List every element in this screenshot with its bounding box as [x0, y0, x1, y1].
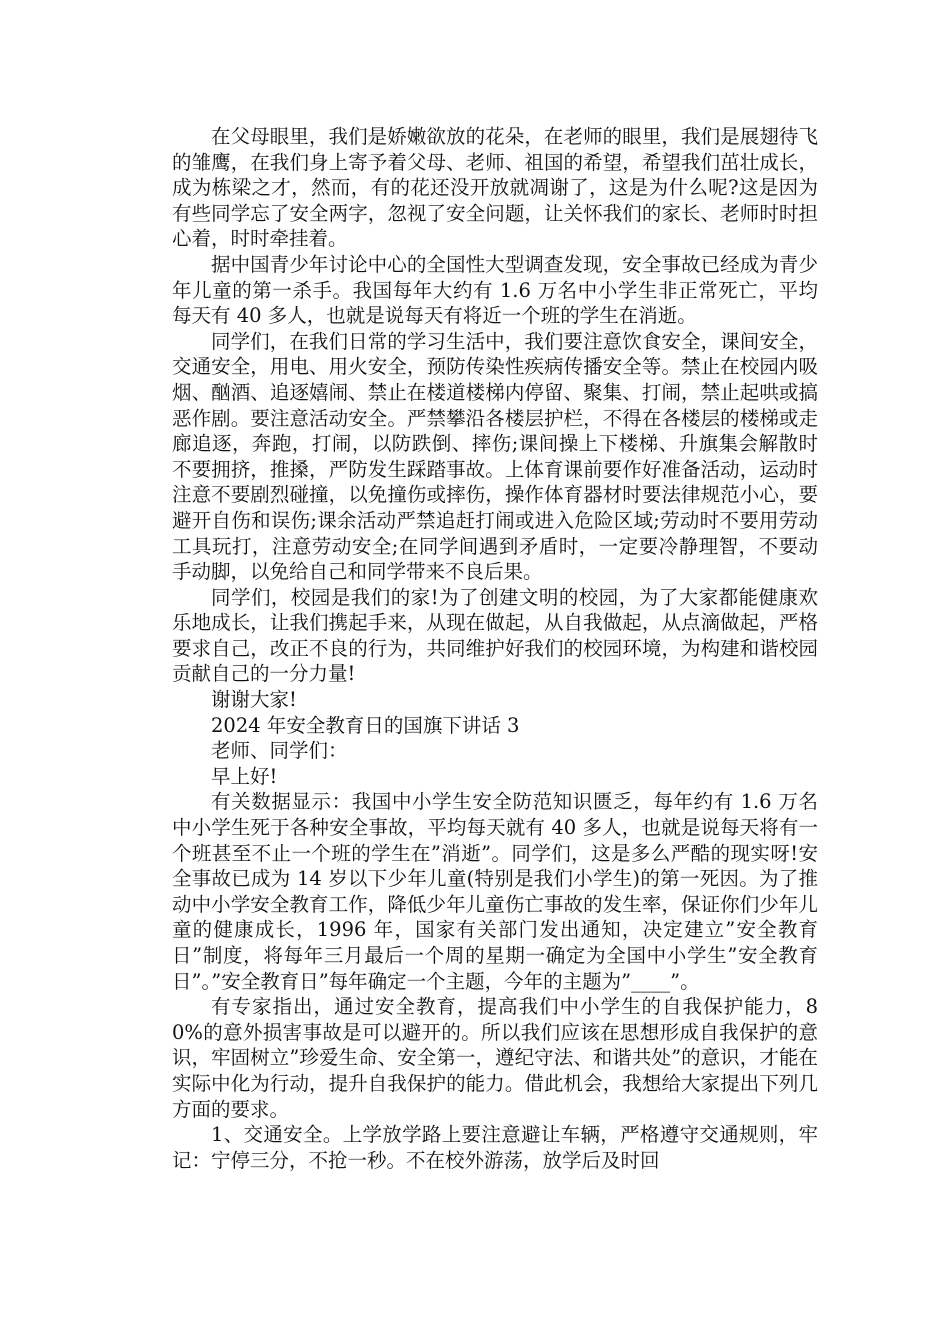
paragraph-parents-eyes: 在父母眼里，我们是娇嫩欲放的花朵，在老师的眼里，我们是展翅待飞的雏鹰，在我们身上寄予着父母、老师、祖国的希望，希望我们茁壮成长，成为栋梁之才，然而，有的花还没开放就凋谢了，这是为什么呢?这是因为有些同学忘了安全两字，忽视了安全问题，让关怀我们的家长、老师时时担心着，时时牵挂着。	[172, 125, 818, 251]
paragraph-traffic-safety: 1、交通安全。上学放学路上要注意避让车辆，严格遵守交通规则，牢记：宁停三分，不抢一秒。不在校外游荡，放学后及时回	[172, 1123, 818, 1172]
paragraph-expert-advice: 有专家指出，通过安全教育，提高我们中小学生的自我保护能力，80%的意外损害事故是可以避开的。所以我们应该在思想形成自我保护的意识，牢固树立”珍爱生命、安全第一，遵纪守法、和谐共处”的意识，才能在实际中化为行动，提升自我保护的能力。借此机会，我想给大家提出下列几方面的要求。	[172, 995, 818, 1121]
paragraph-thanks: 谢谢大家!	[211, 688, 297, 712]
speech-salutation: 老师、同学们：	[211, 739, 348, 763]
speech-greeting: 早上好!	[211, 764, 278, 788]
paragraph-daily-safety: 同学们，在我们日常的学习生活中，我们要注意饮食安全，课间安全，交通安全，用电、用火安全，预防传染性疾病传播安全等。禁止在校园内吸烟、酗酒、追逐嬉闹、禁止在楼道楼梯内停留、聚集、打闹，禁止起哄或搞恶作剧。要注意活动安全。严禁攀沿各楼层护栏，不得在各楼层的楼梯或走廊追逐，奔跑，打闹，以防跌倒、摔伤;课间操上下楼梯、升旗集会解散时不要拥挤，推搡，严防发生踩踏事故。上体育课前要作好准备活动，运动时注意不要剧烈碰撞，以免撞伤或摔伤，操作体育器材时要法律规范小心，要避开自伤和误伤;课余活动严禁追赶打闹或进入危险区域;劳动时不要用劳动工具玩打，注意劳动安全;在同学间遇到矛盾时，一定要冷静理智，不要动手动脚，以免给自己和同学带来不良后果。	[172, 329, 818, 584]
paragraph-survey-findings: 据中国青少年讨论中心的全国性大型调查发现，安全事故已经成为青少年儿童的第一杀手。我国每年大约有 1.6 万名中小学生非正常死亡，平均每天有 40 多人，也就是说每天有将近一个班的学生在消逝。	[172, 252, 818, 328]
paragraph-campus-home: 同学们，校园是我们的家!为了创建文明的校园，为了大家都能健康欢乐地成长，让我们携起手来，从现在做起，从自我做起，从点滴做起，严格要求自己，改正不良的行为，共同维护好我们的校园环境，为构建和谐校园贡献自己的一分力量!	[172, 585, 818, 686]
document-body	[172, 124, 818, 1173]
paragraph-statistics: 有关数据显示：我国中小学生安全防范知识匮乏，每年约有 1.6 万名中小学生死于各种安全事故，平均每天就有 40 多人，也就是说每天将有一个班甚至不止一个班的学生在”消逝”。同学们，这是多么严酷的现实呀!安全事故已成为 14 岁以下少年儿童(特别是我们小学生)的第一死因。为了推动中小学安全教育工作，降低少年儿童伤亡事故的发生率，保证你们少年儿童的健康成长，1996 年，国家有关部门发出通知，决定建立”安全教育日”制度，将每年三月最后一个周的星期一确定为全国中小学生”安全教育日”。”安全教育日”每年确定一个主题，今年的主题为”____”。	[172, 790, 818, 993]
speech-title: 2024 年安全教育日的国旗下讲话 3	[211, 713, 520, 737]
